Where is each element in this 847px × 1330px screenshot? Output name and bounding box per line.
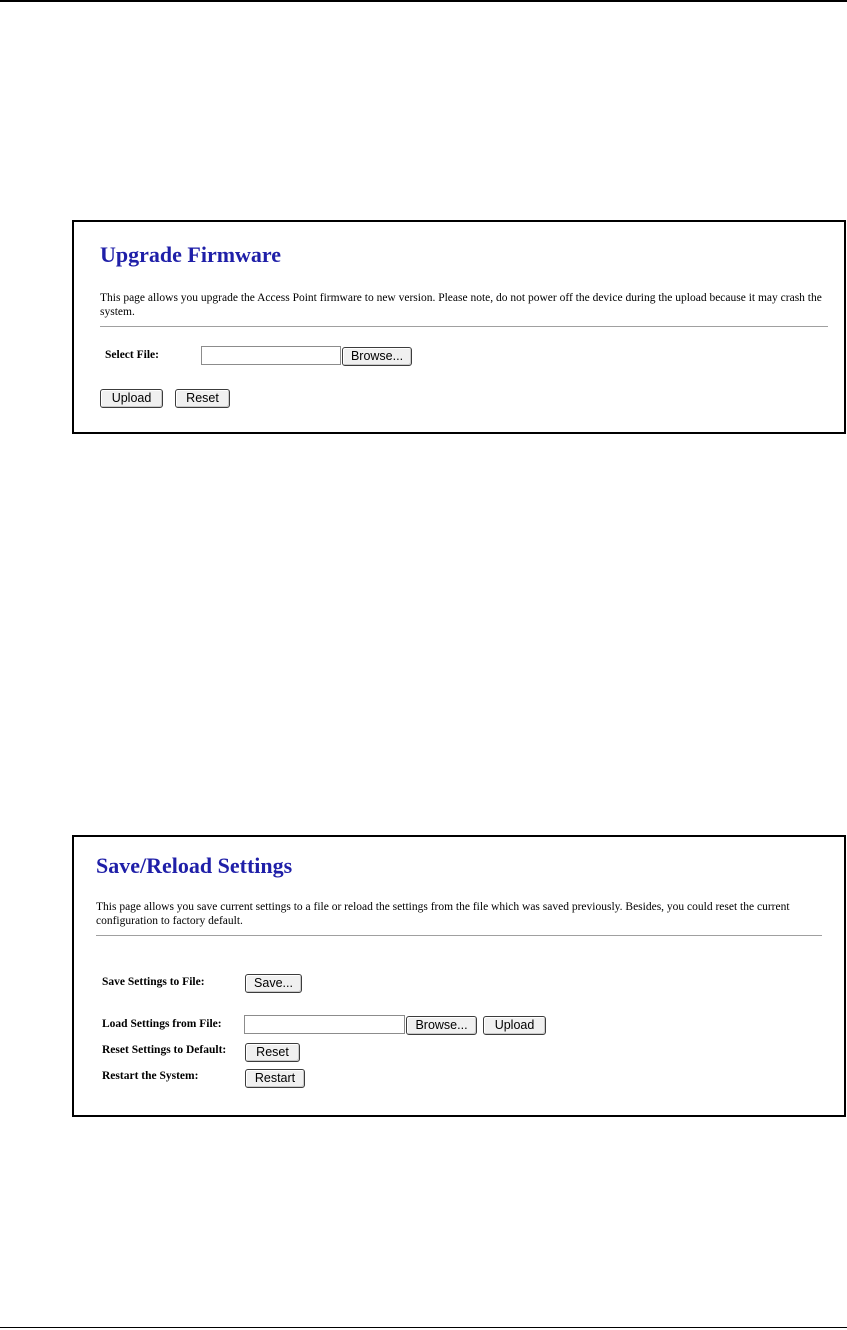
save-settings-button[interactable]: Save... (245, 974, 302, 993)
restart-system-label: Restart the System: (102, 1070, 199, 1082)
save-to-file-label: Save Settings to File: (102, 976, 205, 988)
upgrade-firmware-description: This page allows you upgrade the Access Point firmware to new version. Please note, do not power off the device during the upload because it may crash the system. (100, 292, 822, 318)
save-reload-title: Save/Reload Settings (96, 853, 293, 878)
settings-browse-button[interactable]: Browse... (406, 1016, 477, 1035)
upgrade-firmware-panel (72, 220, 846, 434)
save-reload-description: This page allows you save current settings to a file or reload the settings from the file which was saved previously. Besides, you could reset the current configuration to factory default. (96, 901, 790, 927)
save-reload-settings-panel (72, 835, 846, 1117)
save-reload-divider (96, 935, 822, 936)
firmware-reset-button[interactable]: Reset (175, 389, 230, 408)
restart-button[interactable]: Restart (245, 1069, 305, 1088)
settings-upload-button[interactable]: Upload (483, 1016, 546, 1035)
firmware-upload-button[interactable]: Upload (100, 389, 163, 408)
reset-default-label: Reset Settings to Default: (102, 1044, 227, 1056)
reset-default-button[interactable]: Reset (245, 1043, 300, 1062)
select-file-label: Select File: (105, 349, 159, 361)
page-bottom-rule (0, 1327, 847, 1328)
upgrade-firmware-divider (100, 326, 828, 327)
page-top-rule (0, 0, 847, 2)
load-from-file-label: Load Settings from File: (102, 1018, 222, 1030)
firmware-file-input[interactable] (201, 346, 341, 365)
settings-file-input[interactable] (244, 1015, 405, 1034)
upgrade-firmware-title: Upgrade Firmware (100, 242, 282, 267)
firmware-browse-button[interactable]: Browse... (342, 347, 412, 366)
